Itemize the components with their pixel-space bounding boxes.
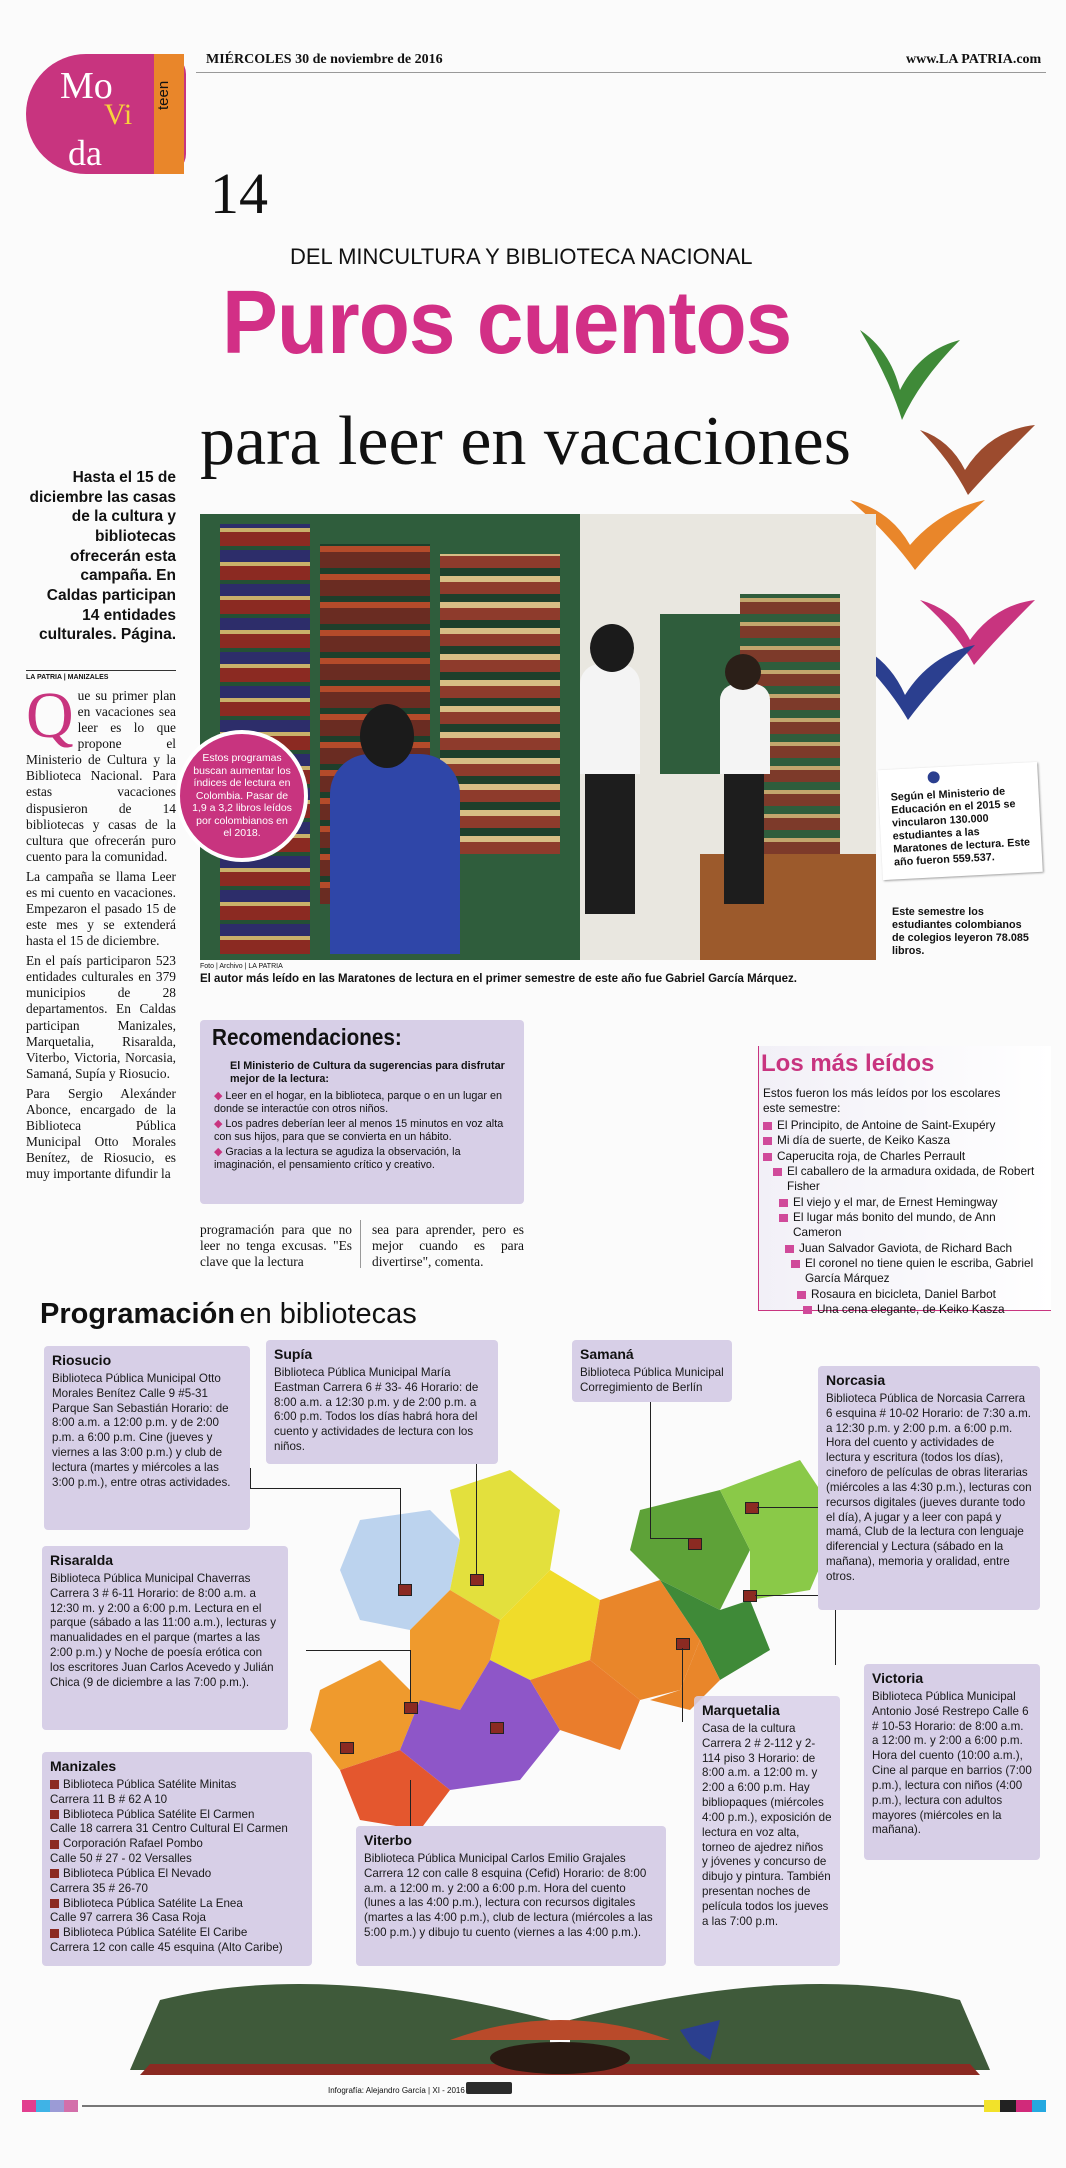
- mas-leidos-intro: Estos fueron los más leídos por los escolares este semestre:: [763, 1086, 1001, 1115]
- supia-title: Supía: [274, 1346, 313, 1362]
- manizales-line: Biblioteca Pública Satélite La Enea: [50, 1897, 304, 1912]
- viterbo-box: [356, 1826, 666, 1966]
- book-item: El viejo y el mar, de Ernest Hemingway: [779, 1195, 1047, 1210]
- risaralda-text: Biblioteca Pública Municipal Chaverras Carrera 3 # 6-11 Horario: de 8:00 a.m. a 12:30 m. y 2:00 a 6:00 p.m. Lectura en el parque (sábado a las 11:00 a.m.), lecturas y manualidades en el parque (martes a las 2:00 p.m.) y Noche de poesía erótica con los escritores Juan Carlos Acevedo y Julián Chica (9 de diciembre a las 7:00 p.m.).: [50, 1571, 276, 1689]
- marquetalia-box: [694, 1696, 840, 1966]
- riosucio-box: [44, 1346, 250, 1530]
- photo-credit: Foto | Archivo | LA PATRIA: [200, 963, 283, 970]
- body-p1: ue su primer plan en vacaciones sea leer es lo que propone el Ministerio de Cultura y la Biblioteca Nacional. Para estas vacaciones dispusieron de 14 bibliotecas y casas de la cultura que ofrecerán puro cuento para la comunidad.: [26, 688, 176, 864]
- manizales-line: Calle 97 carrera 36 Casa Roja: [50, 1911, 206, 1925]
- manizales-line: Calle 18 carrera 31 Centro Cultural El Carmen: [50, 1822, 288, 1836]
- risaralda-title: Risaralda: [50, 1552, 114, 1568]
- footer-logo: [466, 2082, 512, 2094]
- library-photo: [200, 514, 876, 960]
- marquetalia-title: Marquetalia: [702, 1702, 780, 1718]
- victoria-text: Biblioteca Pública Municipal Antonio José Restrepo Calle 6 # 10-53 Horario: de 8:00 a.m. a 12:00 m. y 2:00 a 6:00 p.m. Hora del cuento (10:00 a.m.), Cine al parque en barrios (7:00 p.m.), lectura con niños (4:00 p.m.), lectura con adultos mayores (miércoles en la mañana).: [872, 1689, 1032, 1837]
- marquetalia-text: Casa de la cultura Carrera 2 # 2-112 y 2-114 piso 3 Horario: de 8:00 a.m. a 12:00 m. y 2:00 a 6:00 p.m. Hay bibliopaques (miércoles 4:00 p.m.), exposición de lectura en voz alta, torneo de ajedrez niños y jóvenes y concurso de dibujo y pintura. También presentan noches de película todos los jueves a las 7:00 p.m.: [702, 1721, 832, 1928]
- page-number: 14: [210, 161, 268, 226]
- stat-tag-1: [877, 762, 1043, 880]
- recomendaciones-box: [200, 1020, 524, 1204]
- logo-mo: Mo: [60, 65, 113, 107]
- dropcap: Q: [26, 679, 74, 752]
- programacion-title-rest: en bibliotecas: [239, 1298, 417, 1330]
- article-lead: Hasta el 15 de diciembre las casas de la cultura y bibliotecas ofrecerán esta campaña. En Caldas participan 14 entidades culturales. Página.: [29, 469, 176, 644]
- viterbo-text: Biblioteca Pública Municipal Carlos Emilio Grajales Carrera 12 con calle 8 esquina (Cefid) Horario: de 8:00 a.m. a 12:00 m. y 2:00 a 6:00 p.m. Hora del cuento (lunes a las 4:00 p.m.), lectura con recursos digitales (martes a las 4:00 p.m.), club de lectura (miércoles a las 5:00 p.m.) y dibujo tu cuento (viernes a las 4:00 p.m.).: [364, 1851, 653, 1940]
- book-item: Juan Salvador Gaviota, de Richard Bach: [785, 1241, 1047, 1256]
- riosucio-title: Riosucio: [52, 1352, 112, 1368]
- stat-tag-1-text: Según el Ministerio de Educación en el 2015 se vincularon 130.000 estudiantes a las Maratones de lectura. Este año fueron 559.537.: [890, 785, 1031, 869]
- supia-text: Biblioteca Pública Municipal María Eastman Carrera 6 # 33- 46 Horario: de 8:00 a.m. a 12:30 p.m. y de 2:00 p.m. a 6:00 p.m. Todos los días habrá hora del cuento y actividades de lectura con los niños.: [274, 1365, 479, 1454]
- manizales-box: [42, 1752, 312, 1966]
- recomendaciones-intro: El Ministerio de Cultura da sugerencias para disfrutar mejor de la lectura:: [230, 1060, 505, 1085]
- supia-box: [266, 1340, 498, 1464]
- manizales-line: Biblioteca Pública Satélite El Caribe: [50, 1926, 304, 1941]
- article-title: Puros cuentos: [222, 273, 792, 373]
- byline: LA PATRIA | MANIZALES: [26, 674, 109, 681]
- library-marker-icon: [745, 1502, 759, 1514]
- manizales-title: Manizales: [50, 1758, 117, 1774]
- book-item: El coronel no tiene quien le escriba, Gabriel García Márquez: [791, 1256, 1047, 1287]
- body-p2: La campaña se llama Leer es mi cuento en vacaciones. Empezaron el pasado 15 de este mes y se extenderá hasta el 15 de diciembre.: [26, 868, 176, 949]
- manizales-line: Calle 50 # 27 - 02 Versalles: [50, 1852, 192, 1866]
- logo-da: da: [68, 133, 102, 173]
- programacion-title-bold: Programación: [40, 1298, 235, 1330]
- header-date: [206, 52, 443, 68]
- photo-caption: El autor más leído en las Maratones de lectura en el primer semestre de este año fue Gabriel García Márquez.: [200, 973, 797, 985]
- library-marker-icon: [340, 1742, 354, 1754]
- library-marker-icon: [676, 1638, 690, 1650]
- library-marker-icon: [398, 1584, 412, 1596]
- norcasia-title: Norcasia: [826, 1372, 886, 1388]
- viterbo-title: Viterbo: [364, 1832, 412, 1848]
- victoria-title: Victoria: [872, 1670, 924, 1686]
- book-item: Mi día de suerte, de Keiko Kasza: [763, 1133, 1047, 1148]
- recomendacion-1: ◆ Leer en el hogar, en la biblioteca, parque o en un lugar en donde se interactúe con otros niños.: [214, 1090, 503, 1115]
- samana-text: Biblioteca Pública Municipal Corregimiento de Berlín: [580, 1365, 724, 1394]
- samana-box: [572, 1340, 732, 1402]
- open-book-illustration: [120, 1960, 1000, 2080]
- date-day: MIÉRCOLES: [206, 52, 292, 67]
- recomendaciones-title: Recomendaciones:: [212, 1024, 402, 1050]
- infographic-credit: Infografía: Alejandro García | XI - 2016: [328, 2086, 465, 2095]
- article-body: [26, 679, 176, 1186]
- circle-text: Estos programas buscan aumentar los índices de lectura en Colombia. Pasar de 1,9 a 3,2 libros leídos por colombianos en el 2018.: [192, 751, 292, 840]
- library-marker-icon: [688, 1538, 702, 1550]
- manizales-line: Biblioteca Pública Satélite El Carmen: [50, 1808, 304, 1823]
- body-p3: En el país participaron 523 entidades culturales en 379 municipios de 28 departamentos. En Caldas participan Manizales, Marquetalia, Risaralda, Viterbo, Victoria, Norcasia, Samaná, Supía y Riosucio.: [26, 953, 176, 1081]
- website: www.LA PATRIA.com: [906, 52, 1042, 67]
- print-color-bar: [22, 2100, 1046, 2112]
- book-item: El lugar más bonito del mundo, de Ann Cameron: [779, 1210, 1047, 1241]
- logo-vi: Vi: [104, 98, 133, 131]
- manizales-line: Carrera 12 con calle 45 esquina (Alto Caribe): [50, 1941, 283, 1955]
- library-marker-icon: [470, 1574, 484, 1586]
- manizales-line: Biblioteca Pública El Nevado: [50, 1867, 304, 1882]
- mas-leidos-box: [758, 1046, 1051, 1316]
- norcasia-box: [818, 1366, 1040, 1610]
- library-marker-icon: [490, 1722, 504, 1734]
- programacion-title: [40, 1298, 417, 1331]
- norcasia-text: Biblioteca Pública de Norcasia Carrera 6 esquina # 10-02 Horario: de 7:30 a.m. a 12:30 p.m. y 2:00 p.m. a 6:00 p.m. Hora del cuento y actividades de lectura y escritura (todos los días), cineforo de películas de obras literarias (miércoles a las 4:30 p.m.), lecturas con recursos digitales (jueves durante todo el día), A jugar y a leer con papá y mamá, Club de la lectura con lenguaje diferencial y Lectura (sábado en la mañana), memoria y oralidad, entre otros.: [826, 1391, 1032, 1583]
- recomendacion-3: ◆ Gracias a la lectura se agudiza la observación, la imaginación, el pensamiento crítico y creativo.: [214, 1145, 461, 1171]
- article-subtitle: para leer en vacaciones: [200, 403, 851, 480]
- stat-tag-2: Este semestre los estudiantes colombianos de colegios leyeron 78.085 libros.: [892, 906, 1029, 957]
- library-marker-icon: [404, 1702, 418, 1714]
- body-col2: programación para que no leer no tenga excusas. "Es clave que la lectura: [200, 1222, 352, 1270]
- body-p4: Para Sergio Alexánder Abonce, encargado de la Biblioteca Pública Municipal Otto Morales Benítez, de Riosucio, es muy importante difundir la: [26, 1085, 176, 1182]
- library-marker-icon: [743, 1590, 757, 1602]
- book-item: Rosaura en bicicleta, Daniel Barbot: [797, 1287, 1047, 1302]
- book-item: Caperucita roja, de Charles Perrault: [763, 1149, 1047, 1164]
- riosucio-text: Biblioteca Pública Municipal Otto Morales Benítez Calle 9 #5-31 Parque San Sebastián Horario: de 8:00 a.m. a 12:00 p.m. y de 2:00 p.m. a 6:00 p.m. Cine (jueves y viernes a las 3:00 p.m.) y club de lectura (martes y miércoles a las 3:00 p.m.), entre otras actividades.: [52, 1371, 231, 1489]
- manizales-line: Carrera 11 B # 62 A 10: [50, 1792, 168, 1806]
- book-item: El caballero de la armadura oxidada, de Robert Fisher: [773, 1164, 1047, 1195]
- manizales-line: Carrera 35 # 26-70: [50, 1881, 148, 1895]
- victoria-box: [864, 1664, 1040, 1860]
- mas-leidos-title: Los más leídos: [761, 1050, 935, 1077]
- manizales-line: Corporación Rafael Pombo: [50, 1837, 304, 1852]
- risaralda-box: [42, 1546, 288, 1730]
- date-rest: 30 de noviembre de 2016: [295, 52, 443, 67]
- samana-title: Samaná: [580, 1346, 634, 1362]
- logo-teen: teen: [155, 80, 172, 110]
- book-item: Una cena elegante, de Keiko Kasza: [803, 1302, 1047, 1317]
- manizales-line: Biblioteca Pública Satélite Minitas: [50, 1778, 304, 1793]
- section-logo: [26, 54, 188, 174]
- article-kicker: DEL MINCULTURA Y BIBLIOTECA NACIONAL: [290, 244, 753, 269]
- recomendacion-2: ◆ Los padres deberían leer al menos 15 minutos en voz alta con sus hijos, para que se convierta en un hábito.: [214, 1117, 504, 1143]
- pink-circle-callout: [176, 730, 308, 862]
- body-col3: sea para aprender, pero es mejor cuando es para divertirse", comenta.: [372, 1222, 524, 1270]
- book-item: El Principito, de Antoine de Saint-Exupéry: [763, 1118, 1047, 1133]
